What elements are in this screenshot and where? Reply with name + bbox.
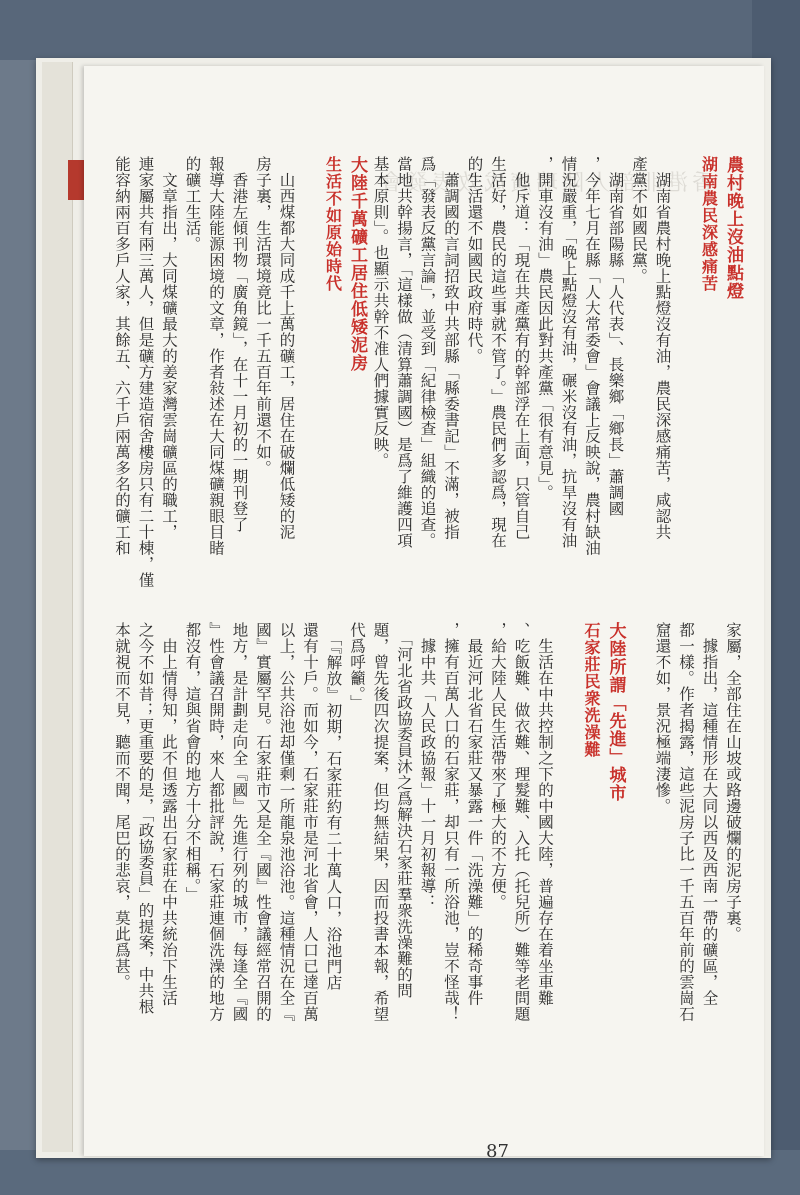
page-number: 87: [486, 1141, 509, 1162]
text-column: 都沒有，這與省會的地方十分不相稱。」: [183, 622, 202, 903]
text-column: 由上情得知，此不但透露出石家莊在中共統治下生活: [160, 622, 178, 1006]
text-column: ，開車沒有油」農民因此對共產黨「很有意見」。: [536, 156, 554, 501]
text-column: 本就視而不見，聽而不聞，尾巴的悲哀，莫此爲甚。: [113, 622, 131, 990]
text-column: ，今年七月在縣「人大常委會」會議上反映說，農村缺油: [583, 156, 601, 556]
text-column: 香港左傾刊物「廣角鏡」，在十一月初的一期刊登了: [230, 156, 249, 533]
page-edge: [42, 62, 73, 1152]
text-column: 窟還不如，景況極端淒慘。: [653, 622, 672, 814]
text-column: 國』實屬罕見。石家莊市又是全『國』性會議經常召開的: [254, 622, 272, 1022]
column-gap: [556, 622, 580, 1122]
text-column: 生活在中共控制之下的中國大陸，普遍存在着坐車難: [536, 622, 554, 1006]
section-heading: 生活不如原始時代: [323, 156, 343, 292]
text-band-bottom: [104, 622, 744, 1122]
section-heading: 石家莊民衆洗澡難: [582, 622, 601, 758]
text-column: 以上，公共浴池却僅剩一所龍泉池浴池。這種情況在全『: [277, 622, 296, 1022]
text-column: 最近河北省石家莊又暴露一件「洗澡難」的稀奇事件: [465, 622, 484, 1006]
text-column: 代爲呼籲。」: [348, 622, 366, 711]
text-column: 還有十戶。而如今，石家莊市是河北省會，人口已達百萬: [301, 622, 319, 1022]
bleed-through-header: 香港北部人陳瑞廣成效表發會: [375, 171, 714, 196]
text-column: ，擁有百萬人口的石家莊，却只有一所浴池，豈不怪哉！: [442, 622, 460, 1022]
text-column: 、吃飯難、做衣難、理髮難、入托（托兒所）難等老問題: [512, 622, 531, 1022]
book-cover-top: [0, 0, 800, 60]
text-column: 湖南省農村晚上點燈沒有油，農民深感痛苦，咸認共: [653, 156, 672, 540]
text-column: 題，曾先後四次提案，但均無結果，因而投書本報，希望: [371, 622, 390, 1022]
text-column: 文章指出，大同煤礦最大的姜家灣雲崗礦區的職工，: [160, 156, 178, 540]
text-column: 房子裏，生活環境竟比一千五百年前還不如。: [254, 156, 272, 476]
section-heading: 大陸所謂「先進」城市: [605, 622, 626, 802]
text-column: ，給大陸人民生活帶來了極大的不方便。: [489, 622, 507, 910]
text-column: 報導大陸能源困境的文章，作者敍述在大同煤礦親眼目睹: [207, 156, 225, 556]
text-column: 連家屬共有兩三萬人，但是礦方建造宿舍樓房只有二十棟，僅: [136, 156, 155, 588]
column-gap: [674, 156, 698, 676]
text-column: 之今不如昔；更重要的是，「政協委員」的提案，中共根: [136, 622, 155, 1015]
text-column: 生活好，農民的這些事就不管了。」農民們多認爲，現在: [489, 156, 507, 549]
section-heading: 農村晚上沒油點燈: [723, 156, 743, 300]
text-column: 他斥道：「現在共產黨有的幹部浮在上面，只管自己: [512, 156, 531, 540]
text-column: 蕭調國的言詞招致中共部縣「縣委書記」不滿，被指: [442, 156, 460, 540]
text-column: 地方，是計劃走向全『國』先進行列的城市，每逢全『國: [230, 622, 249, 1022]
text-column: 爲「發表反黨言論」，並受到「紀律檢查」組織的追查。: [418, 156, 437, 549]
text-column: 都一樣。作者揭露，這些泥房子比一千五百年前的雲崗石: [677, 622, 695, 1022]
text-column: 基本原則」。也顯示共幹不准人們據實反映。: [371, 156, 390, 469]
text-column: 據指出，這種情形在大同以西及西南一帶的礦區，全: [700, 622, 719, 1006]
text-column: 山西煤都大同成千上萬的礦工，居住在破爛低矮的泥: [277, 156, 296, 540]
book-page: [84, 66, 764, 1162]
text-column: 當地共幹揚言，「這樣做（清算蕭調國）是爲了維護四項: [395, 156, 413, 549]
text-column: 的生活還不如國民政府時代。: [465, 156, 484, 364]
column-gap: [298, 156, 322, 676]
text-column: 能容納兩百多戶人家，其餘五、六千戶兩萬多名的礦工和: [113, 156, 131, 556]
column-gap: [627, 622, 651, 1122]
text-band-top: [104, 156, 744, 676]
text-column: 家屬，全部住在山坡或路邊破爛的泥房子裏。: [724, 622, 742, 942]
text-column: 情況嚴重，「晚上點燈沒有油，碾米沒有油，抗旱沒有油: [559, 156, 578, 549]
text-column: 湖南省部陽縣「人代表」、長樂鄉「鄉長」蕭調國: [606, 156, 625, 517]
text-column: 的礦工生活。: [183, 156, 202, 252]
text-column: 據中共「人民政協報」十一月初報導：: [418, 622, 437, 910]
text-column: 「『解放』初期，石家莊約有二十萬人口，浴池門店: [324, 622, 343, 991]
text-column: 產黨不如國民黨。: [630, 156, 648, 284]
section-heading: 湖南農民深感痛苦: [699, 156, 719, 292]
text-column: 「河北省政協委員沐之爲解決石家莊羣衆洗澡難的問: [395, 622, 413, 999]
section-heading: 大陸千萬礦工居住低矮泥房: [347, 156, 367, 372]
text-column: 』性會議召開時，來人都批評說，石家莊連個洗澡的地方: [207, 622, 225, 1022]
